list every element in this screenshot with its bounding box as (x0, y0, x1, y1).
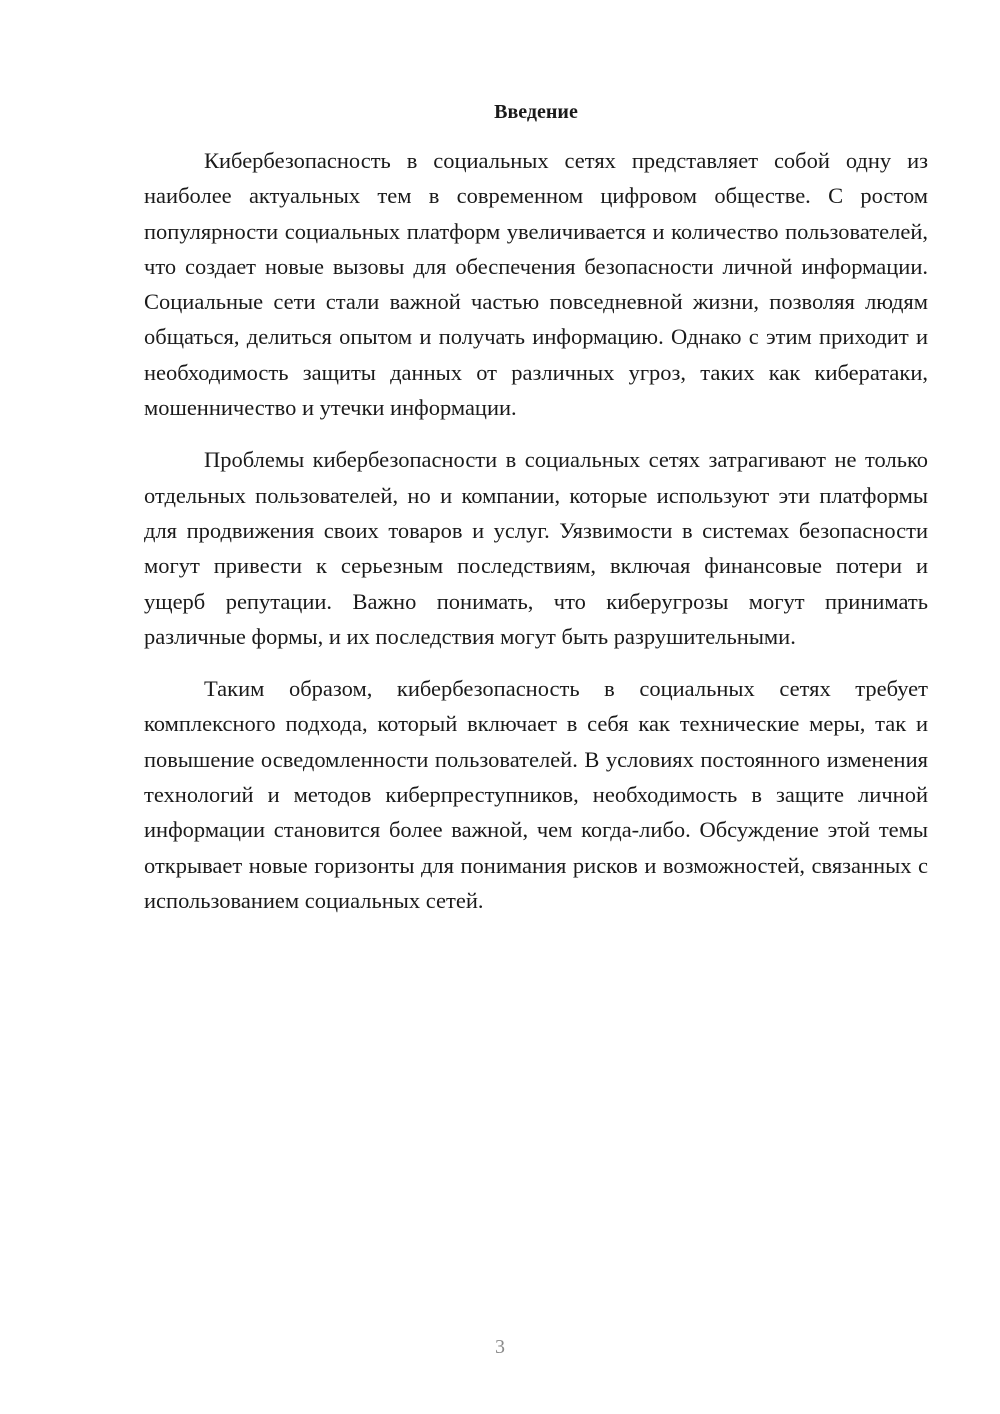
paragraph-3: Таким образом, кибербезопасность в социальных сетях требует комплексного подхода, который включает в себя как технические меры, так и повышение осведомленности пользователей. В условиях постоянного изменения технологий и методов киберпреступников, необходимость в защите личной информации становится более важной, чем когда-либо. Обсуждение этой темы открывает новые горизонты для понимания рисков и возможностей, связанных с использованием социальных сетей. (144, 676, 928, 913)
body-text (144, 143, 928, 935)
section-heading: Введение (494, 101, 578, 123)
page-number: 3 (495, 1336, 505, 1358)
paragraph-1: Кибербезопасность в социальных сетях представляет собой одну из наиболее актуальных тем в современном цифровом обществе. С ростом популярности социальных платформ увеличивается и количество пользователей, что создает новые вызовы для обеспечения безопасности личной информации. Социальные сети стали важной частью повседневной жизни, позволяя людям общаться, делиться опытом и получать информацию. Однако с этим приходит и необходимость защиты данных от различных угроз, таких как кибератаки, мошенничество и утечки информации. (144, 148, 928, 421)
paragraph-2: Проблемы кибербезопасности в социальных сетях затрагивают не только отдельных пользователей, но и компании, которые используют эти платформы для продвижения своих товаров и услуг. Уязвимости в системах безопасности могут привести к серьезным последствиям, включая финансовые потери и ущерб репутации. Важно понимать, что киберугрозы могут принимать различные формы, и их последствия могут быть разрушительными. (144, 447, 928, 649)
